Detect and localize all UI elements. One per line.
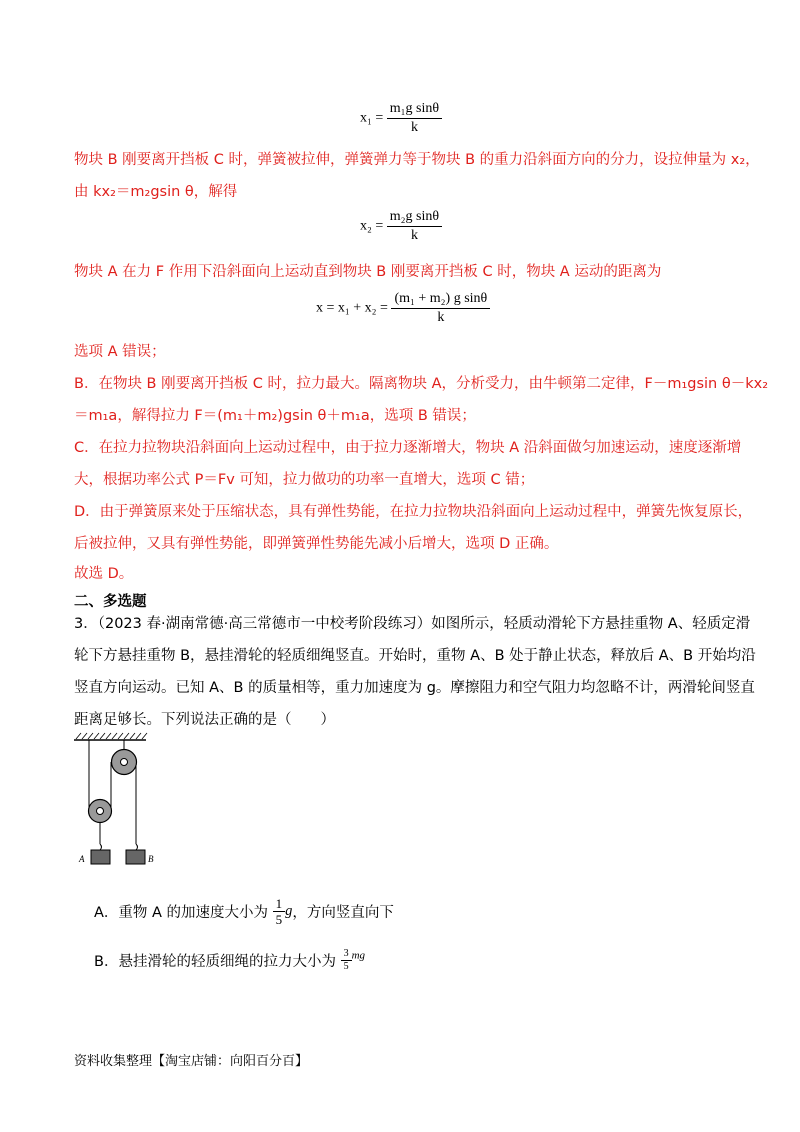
- label-a: A: [79, 854, 85, 864]
- question-line: 3．（2023 春·湖南常德·高三常德市一中校考阶段练习）如图所示，轻质动滑轮下方悬挂重物 A、轻质定滑: [74, 616, 751, 632]
- option-d-line: 后被拉伸，又具有弹性势能，即弹簧弹性势能先减小后增大，选项 D 正确。: [74, 536, 559, 552]
- option-c-line: C．在拉力拉物块沿斜面向上运动过程中，由于拉力逐渐增大，物块 A 沿斜面做匀加速运动，速度逐渐增: [74, 440, 742, 456]
- weight-b: [126, 850, 145, 864]
- question-line: 距离足够长。下列说法正确的是（ ）: [74, 712, 335, 728]
- footer-text: 资料收集整理【淘宝店铺：向阳百分百】: [74, 1054, 309, 1069]
- denominator: 5: [275, 912, 283, 927]
- hook: [100, 844, 102, 850]
- equation-lhs: x = x₁ + x₂ =: [316, 300, 388, 316]
- fraction: [387, 208, 442, 245]
- option-b-line: ＝m₁a，解得拉力 F＝(m₁＋m₂)gsin θ＋m₁a，选项 B 错误；: [74, 408, 476, 424]
- equation-x: [316, 290, 490, 327]
- variable: g: [285, 903, 293, 919]
- paragraph-line: 由 kx₂＝m₂gsin θ，解得: [74, 184, 238, 200]
- option-b-line: B．在物块 B 刚要离开挡板 C 时，拉力最大。隔离物块 A，分析受力，由牛顿第二定律，F－m₁gsin θ－kx₂: [74, 376, 769, 392]
- denominator: k: [437, 310, 445, 325]
- option-c-line: 大，根据功率公式 P＝Fv 可知，拉力做功的功率一直增大，选项 C 错；: [74, 472, 535, 488]
- choice-text: ，方向竖直向下: [292, 905, 394, 921]
- fraction: [341, 948, 352, 973]
- section-heading: 二、多选题: [74, 594, 147, 610]
- choice-text: A．重物 A 的加速度大小为: [94, 905, 269, 921]
- choice-a: [94, 896, 394, 927]
- weight-a: [91, 850, 110, 864]
- fraction: [387, 100, 442, 137]
- fixed-pulley: [112, 750, 137, 775]
- pulley-diagram: [70, 732, 160, 872]
- option-d-line: D．由于弹簧原来处于压缩状态，具有弹性势能，在拉力拉物块沿斜面向上运动过程中，弹簧先恢复原长，: [74, 504, 753, 520]
- question-line: 竖直方向运动。已知 A、B 的质量相等，重力加速度为 g。摩擦阻力和空气阻力均忽略不计，两滑轮间竖直: [74, 680, 755, 696]
- equation-lhs: x₂ =: [360, 218, 384, 234]
- movable-pulley: [89, 800, 112, 823]
- numerator: 3: [341, 948, 352, 961]
- paragraph-line: 物块 A 在力 F 作用下沿斜面向上运动直到物块 B 刚要离开挡板 C 时，物块 A 运动的距离为: [74, 264, 662, 280]
- fraction: [391, 290, 490, 327]
- equation-x2: [360, 208, 442, 245]
- choice-text: B．悬挂滑轮的轻质细绳的拉力大小为: [94, 954, 336, 970]
- question-line: 轮下方悬挂重物 B，悬挂滑轮的轻质细绳竖直。开始时，重物 A、B 处于静止状态，释放后 A、B 开始均沿: [74, 648, 756, 664]
- conclusion: 故选 D。: [74, 566, 134, 582]
- denominator: k: [410, 120, 418, 135]
- fraction: [273, 896, 286, 927]
- numerator: m₂g sinθ: [387, 208, 442, 227]
- equation-lhs: x₁ =: [360, 110, 384, 126]
- numerator: (m₁ + m₂) g sinθ: [391, 290, 490, 309]
- denominator: k: [410, 228, 418, 243]
- numerator: m₁g sinθ: [387, 100, 442, 119]
- equation-x1: [360, 100, 442, 137]
- paragraph-line: 选项 A 错误；: [74, 344, 166, 360]
- choice-b: [94, 948, 365, 973]
- hook: [136, 844, 138, 850]
- paragraph-line: 物块 B 刚要离开挡板 C 时，弹簧被拉伸，弹簧弹力等于物块 B 的重力沿斜面方向的分力，设拉伸量为 x₂，: [74, 152, 760, 168]
- denominator: 5: [343, 961, 349, 972]
- ceiling: [74, 733, 147, 740]
- variable: mg: [351, 949, 366, 962]
- numerator: 1: [273, 896, 286, 912]
- label-b: B: [148, 854, 154, 864]
